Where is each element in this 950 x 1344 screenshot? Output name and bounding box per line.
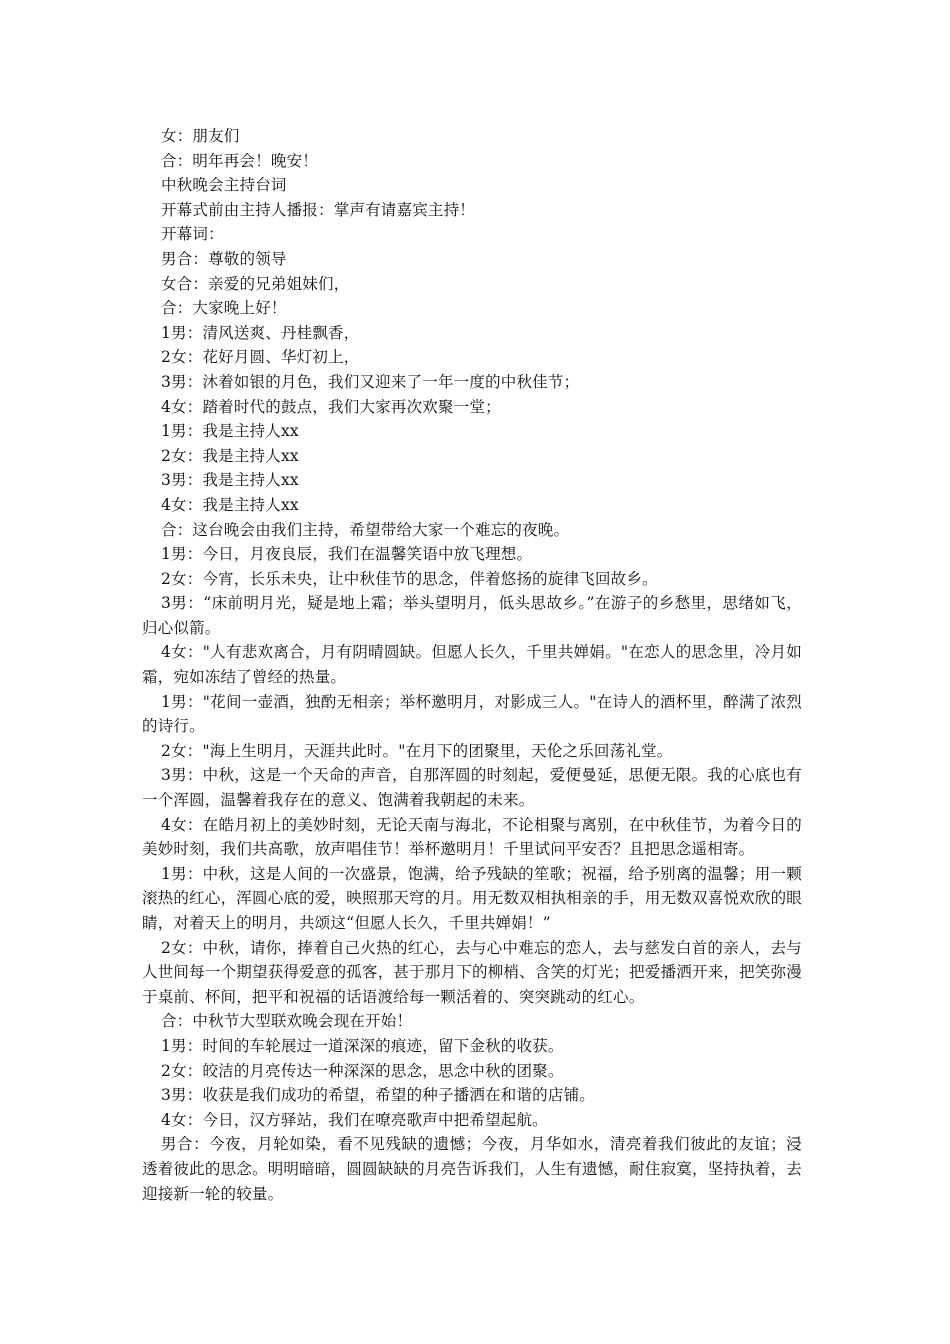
paragraph: 3男：收获是我们成功的希望，希望的种子播洒在和谐的店铺。	[161, 1086, 595, 1105]
paragraph: 4女："人有悲欢离合，月有阴晴圆缺。但愿人长久，千里共婵娟。"在恋人的思念里，冷月如霜，宛如冻结了曾经的热量。	[142, 643, 802, 687]
paragraph: 1男：中秋，这是人间的一次盛景，饱满，给予残缺的笙歌；祝福，给予别离的温馨；用一颗滚热的红心，浑圆心底的爱，映照那天穹的月。用无数双相执相亲的手，用无数双喜悦欢欣的眼睛，对着天上的明月，共颂这“但愿人长久，千里共婵娟！”	[142, 864, 802, 932]
paragraph: 合：中秋节大型联欢晚会现在开始！	[161, 1012, 413, 1031]
paragraph: 男合：今夜，月轮如染，看不见残缺的遗憾；今夜，月华如水，清亮着我们彼此的友谊；浸透着彼此的思念。明明暗暗，圆圆缺缺的月亮告诉我们，人生有遗憾，耐住寂寞，坚持执着，去迎接新一轮的较量。	[142, 1135, 802, 1203]
paragraph: 2女：皎洁的月亮传达一种深深的思念，思念中秋的团聚。	[161, 1061, 564, 1080]
paragraph: 合：大家晚上好！	[161, 299, 287, 318]
paragraph: 2女：我是主持人xx	[161, 446, 299, 465]
paragraph: 中秋晚会主持台词	[161, 176, 287, 195]
document-page	[142, 124, 802, 1206]
paragraph: 3男：“床前明月光，疑是地上霜；举头望明月，低头思故乡。”在游子的乡愁里，思绪如飞，归心似箭。	[142, 594, 802, 637]
paragraph: 4女：踏着时代的鼓点，我们大家再次欢聚一堂；	[161, 397, 501, 416]
paragraph: 合：这台晚会由我们主持，希望带给大家一个难忘的夜晚。	[161, 520, 570, 539]
paragraph: 1男：今日，月夜良辰，我们在温馨笑语中放飞理想。	[161, 545, 533, 564]
paragraph: 2女：中秋，请你，捧着自己火热的红心，去与心中难忘的恋人，去与慈发白首的亲人，去与人世间每一个期望获得爱意的孤客，甚于那月下的柳梢、含笑的灯光；把爱播洒开来，把笑弥漫于桌前、杯间，把平和祝福的话语渡给每一颗活着的、突突跳动的红心。	[142, 938, 802, 1006]
paragraph: 4女：今日，汉方驿站，我们在嘹亮歌声中把希望起航。	[161, 1110, 548, 1129]
paragraph: 2女："海上生明月，天涯共此时。"在月下的团聚里，天伦之乐回荡礼堂。	[161, 741, 673, 760]
paragraph: 女：朋友们	[161, 127, 240, 145]
paragraph: 1男：清风送爽、丹桂飘香，	[161, 323, 360, 342]
paragraph: 开幕式前由主持人播报：掌声有请嘉宾主持！	[161, 200, 476, 219]
paragraph: 男合：尊敬的领导	[161, 249, 287, 268]
paragraph: 3男：沐着如银的月色，我们又迎来了一年一度的中秋佳节；	[161, 372, 580, 391]
paragraph: 1男："花间一壶酒，独酌无相亲；举杯邀明月，对影成三人。"在诗人的酒杯里，醉满了浓烈的诗行。	[142, 692, 802, 736]
paragraph: 4女：我是主持人xx	[161, 495, 299, 514]
paragraph: 合：明年再会！晚安！	[161, 151, 319, 170]
paragraph: 4女：在皓月初上的美妙时刻，无论天南与海北，不论相聚与离别，在中秋佳节，为着今日的美妙时刻，我们共高歌，放声唱佳节！举杯邀明月！千里试问平安否？且把思念遥相寄。	[142, 815, 802, 859]
paragraph: 1男：我是主持人xx	[161, 422, 299, 441]
paragraph: 3男：我是主持人xx	[161, 471, 299, 490]
paragraph: 开幕词：	[161, 225, 224, 244]
paragraph: 1男：时间的车轮展过一道深深的痕迹，留下金秋的收获。	[161, 1036, 564, 1055]
paragraph: 2女：今宵，长乐未央，让中秋佳节的思念，伴着悠扬的旋律飞回故乡。	[161, 569, 658, 588]
paragraph: 女合：亲爱的兄弟姐妹们，	[161, 274, 350, 293]
paragraph: 3男：中秋，这是一个天命的声音，自那浑圆的时刻起，爱便曼延，思便无限。我的心底也有一个浑圆，温馨着我存在的意义、饱满着我朝起的未来。	[142, 766, 802, 810]
paragraph: 2女：花好月圆、华灯初上，	[161, 348, 360, 367]
